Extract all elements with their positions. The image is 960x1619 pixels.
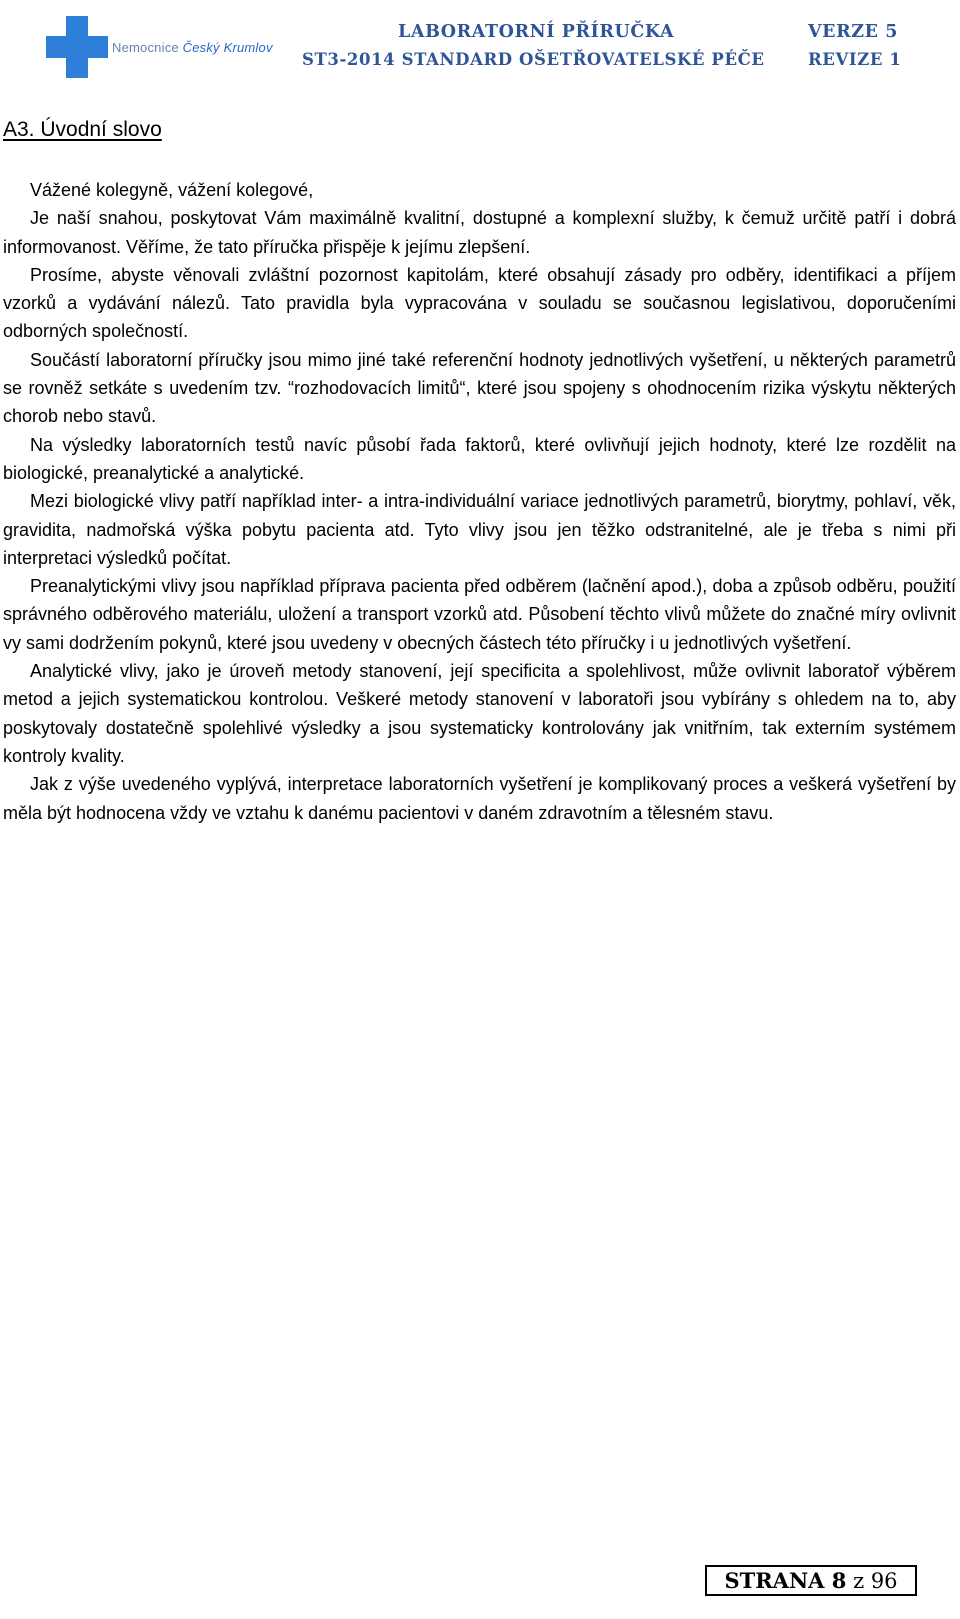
paragraph: Analytické vlivy, jako je úroveň metody stanovení, její specificita a spolehlivost, může ovlivnit laboratoř výběrem metod a jejich systematickou kontrolou. Veškeré metody stanovení v laboratoři jsou vybírány s ohledem na to, aby poskytovaly dostatečně spolehlivé výsledky a jsou systematicky kontrolovány jak vnitřním, tak externím systémem kontroly kvality. [3, 661, 956, 766]
paragraph: Preanalytickými vlivy jsou například příprava pacienta před odběrem (lačnění apod.), doba a způsob odběru, použití správného odběrového materiálu, uložení a transport vzorků atd. Působení těchto vlivů můžete do značné míry ovlivnit vy sami dodržením pokynů, které jsou uvedeny v obecných částech této příručky i u jednotlivých vyšetření. [3, 576, 956, 653]
paragraph: Součástí laboratorní příručky jsou mimo jiné také referenční hodnoty jednotlivých vyšetření, u některých parametrů se rovněž setkáte s uvedením tzv. “rozhodovacích limitů“, které jsou spojeny s ohodnocením rizika výskytu některých chorob nebo stavů. [3, 349, 956, 427]
header-subtitle: ST3-2014 STANDARD OŠETŘOVATELSKÉ PÉČE [302, 50, 765, 69]
logo-text-plain: Nemocnice [112, 40, 183, 55]
page-total: z 96 [853, 1569, 898, 1593]
header-version: VERZE 5 [808, 22, 899, 42]
page-label: STRANA 8 [724, 1568, 847, 1593]
section-title: A3. Úvodní slovo [3, 118, 162, 141]
page-number-box [705, 1565, 917, 1596]
header-revision: REVIZE 1 [808, 50, 902, 69]
paragraph-greeting: Vážené kolegyně, vážení kolegové, [30, 180, 314, 200]
paragraph: Je naší snahou, poskytovat Vám maximálně kvalitní, dostupné a komplexní služby, k čemuž určitě patří i dobrá informovanost. Věříme, že tato příručka přispěje k jejímu zlepšení. [3, 208, 956, 257]
paragraph: Na výsledky laboratorních testů navíc působí řada faktorů, které ovlivňují jejich hodnoty, které lze rozdělit na biologické, preanalytické a analytické. [3, 434, 956, 483]
paragraph: Mezi biologické vlivy patří například inter- a intra-individuální variace jednotlivých parametrů, biorytmy, pohlaví, věk, gravidita, nadmořská výška pobytu pacienta atd. Tyto vlivy jsou jen těžko odstranitelné, ale je třeba s nimi při interpretaci výsledků počítat. [3, 491, 956, 568]
paragraph: Prosíme, abyste věnovali zvláštní pozornost kapitolám, které obsahují zásady pro odběry, identifikaci a příjem vzorků a vydávání nálezů. Tato pravidla byla vypracována v souladu se současnou legislativou, doporučeními odborných společností. [3, 264, 956, 342]
header-title: LABORATORNÍ PŘÍRUČKA [398, 22, 675, 42]
paragraph: Jak z výše uvedeného vyplývá, interpretace laboratorních vyšetření je komplikovaný proces a veškerá vyšetření by měla být hodnocena vždy ve vztahu k danému pacientovi v daném zdravotním a tělesném stavu. [3, 774, 956, 823]
document-header [0, 0, 960, 90]
logo-text-script: Český Krumlov [182, 40, 273, 55]
document-body [3, 176, 956, 827]
hospital-logo-text [112, 40, 273, 55]
hospital-cross-icon [46, 16, 108, 78]
